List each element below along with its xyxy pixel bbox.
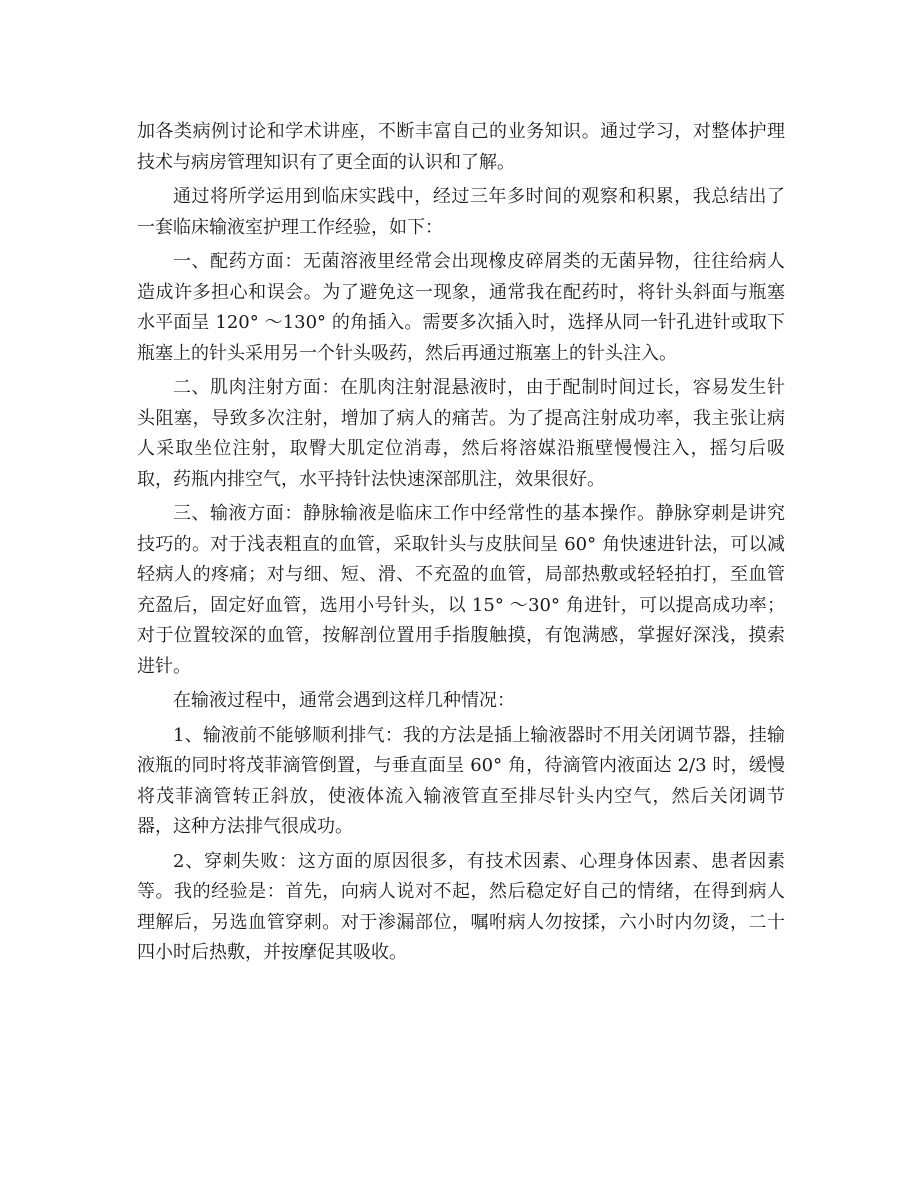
text-line: 充盈后，固定好血管，选用小号针头，以 15° ～30° 角进针，可以提高成功率； <box>137 594 785 616</box>
paragraph <box>137 686 785 717</box>
text-line: 在输液过程中，通常会遇到这样几种情况： <box>173 690 515 711</box>
text-line: 1、输液前不能够顺利排气：我的方法是插上输液器时不用关闭调节器，挂输 <box>173 724 785 746</box>
text-line: 通过将所学运用到临床实践中，经过三年多时间的观察和积累，我总结出了 <box>173 186 785 207</box>
text-line: 瓶塞上的针头采用另一个针头吸药，然后再通过瓶塞上的针头注入。 <box>137 342 677 364</box>
text-line: 人采取坐位注射，取臀大肌定位消毒，然后将溶媒沿瓶壁慢慢注入，摇匀后吸 <box>137 438 785 459</box>
paragraph <box>137 499 785 682</box>
paragraph <box>137 373 785 495</box>
text-line: 二、肌肉注射方面：在肌肉注射混悬液时，由于配制时间过长，容易发生针 <box>173 377 785 398</box>
text-line: 加各类病例讨论和学术讲座，不断丰富自己的业务知识。通过学习，对整体护理 <box>137 121 785 142</box>
paragraph <box>137 182 785 243</box>
text-line: 头阻塞，导致多次注射，增加了病人的痛苦。为了提高注射成功率，我主张让病 <box>137 407 785 429</box>
text-line: 技术与病房管理知识有了更全面的认识和了解。 <box>137 151 515 173</box>
text-line: 进针。 <box>137 655 191 677</box>
text-line: 三、输液方面：静脉输液是临床工作中经常性的基本操作。静脉穿刺是讲究 <box>173 503 785 524</box>
text-line: 四小时后热敷，并按摩促其吸收。 <box>137 942 407 963</box>
text-line: 理解后，另选血管穿刺。对于渗漏部位，嘱咐病人勿按揉，六小时内勿烫，二十 <box>137 911 785 933</box>
text-line: 等。我的经验是：首先，向病人说对不起，然后稳定好自己的情绪，在得到病人 <box>137 881 785 902</box>
text-line: 水平面呈 120° ～130° 的角插入。需要多次插入时，选择从同一针孔进针或取下 <box>137 312 785 333</box>
text-line: 一、配药方面：无菌溶液里经常会出现橡皮碎屑类的无菌异物，往往给病人 <box>173 251 785 272</box>
paragraph <box>137 721 785 843</box>
paragraph <box>137 247 785 369</box>
paragraph <box>137 847 785 969</box>
text-line: 技巧的。对于浅表粗直的血管，采取针头与皮肤间呈 60° 角快速进针法，可以减 <box>137 533 785 555</box>
text-line: 将茂菲滴管转正斜放，使液体流入输液管直至排尽针头内空气，然后关闭调节 <box>137 785 785 807</box>
text-line: 轻病人的疼痛；对与细、短、滑、不充盈的血管，局部热敷或轻轻拍打，至血管 <box>137 564 785 585</box>
paragraph <box>137 117 785 178</box>
text-line: 器，这种方法排气很成功。 <box>137 816 353 837</box>
text-line: 一套临床输液室护理工作经验，如下： <box>137 216 443 238</box>
text-line: 2、穿刺失败：这方面的原因很多，有技术因素、心理身体因素、患者因素 <box>173 850 785 872</box>
text-line: 取，药瓶内排空气，水平持针法快速深部肌注，效果很好。 <box>137 468 605 490</box>
text-line: 液瓶的同时将茂菲滴管倒置，与垂直面呈 60° 角，待滴管内液面达 2/3 时，缓慢 <box>137 755 785 776</box>
text-line: 造成许多担心和误会。为了避免这一现象，通常我在配药时，将针头斜面与瓶塞 <box>137 281 785 303</box>
text-line: 对于位置较深的血管，按解剖位置用手指腹触摸，有饱满感，掌握好深浅，摸索 <box>137 625 785 646</box>
document-body <box>137 117 785 969</box>
